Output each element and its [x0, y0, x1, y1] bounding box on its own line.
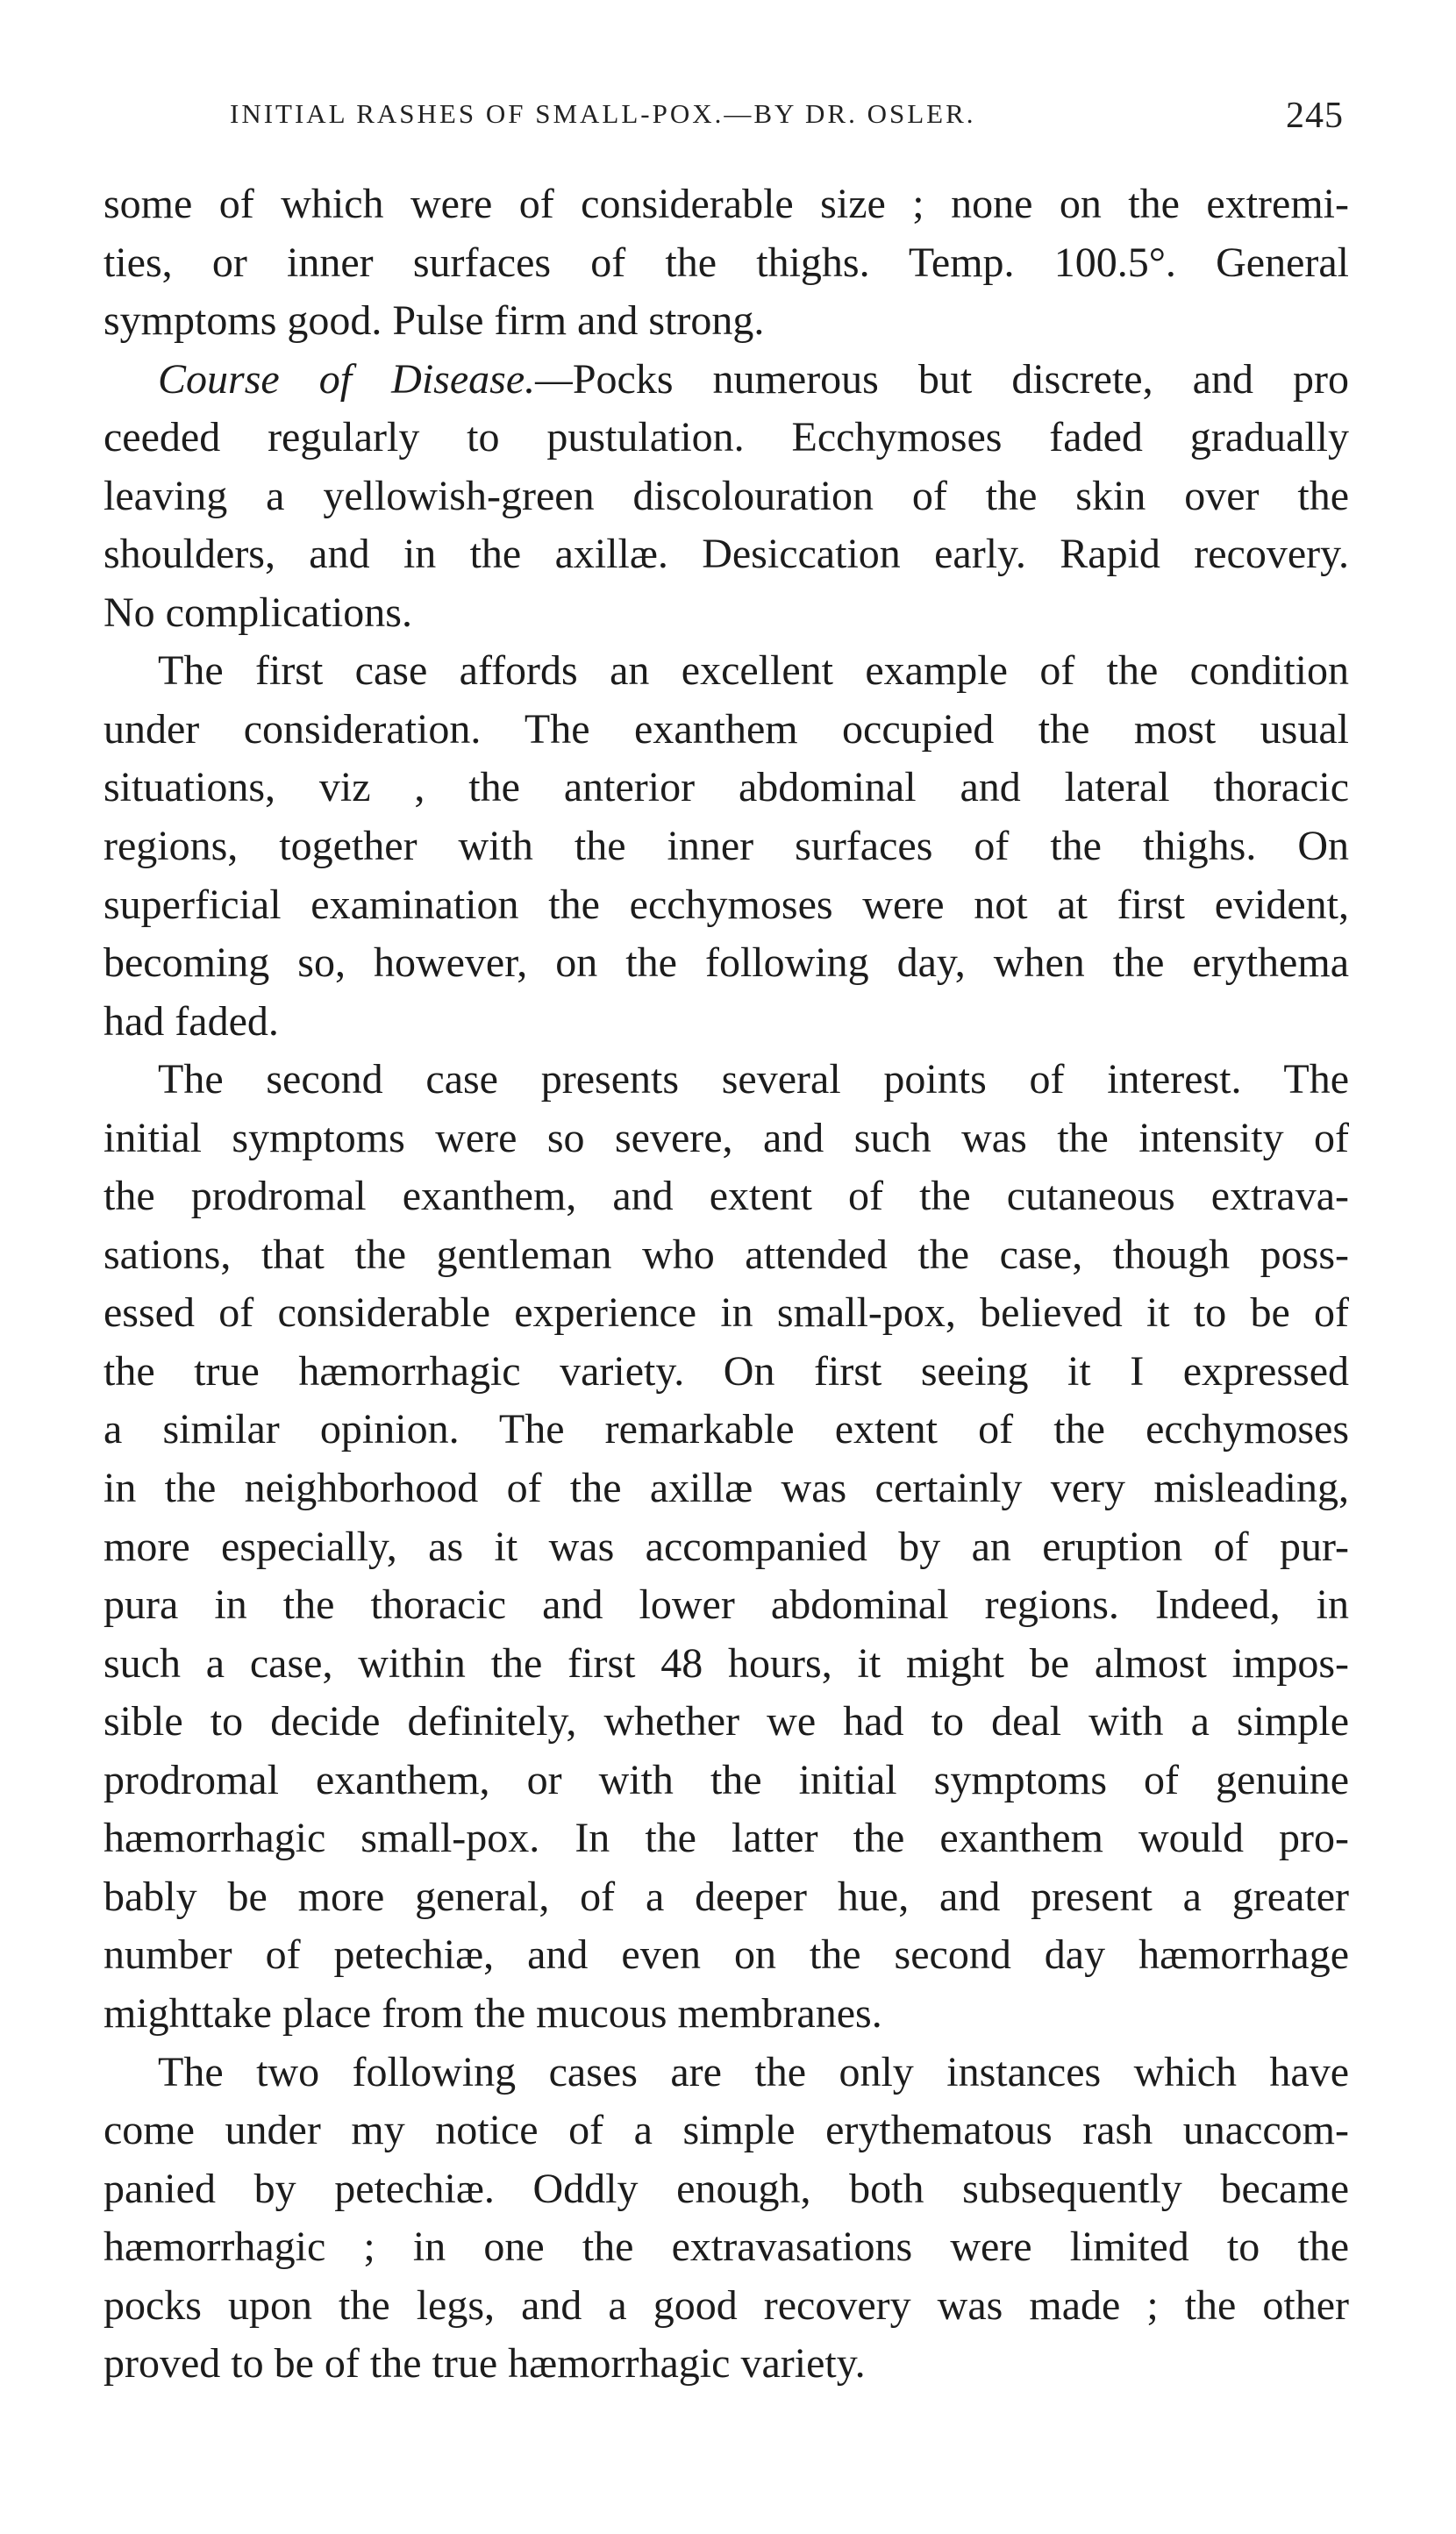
text-line: pocks upon the legs, and a good recovery was made ; the other	[103, 2281, 1349, 2329]
text-line: situations, viz , the anterior abdominal and lateral thoracic	[103, 764, 1349, 811]
page-number: 245	[1286, 96, 1344, 136]
text-line: ties, or inner surfaces of the thighs. Temp. 100.5°. General	[103, 239, 1349, 286]
text-line: the true hæmorrhagic variety. On first seeing it I expressed	[103, 1347, 1349, 1395]
text-line: hæmorrhagic small-pox. In the latter the exanthem would pro-	[103, 1815, 1349, 1862]
text-line: sations, that the gentleman who attended the case, though poss-	[103, 1231, 1349, 1278]
course-of-disease-label: Course of Disease.—	[158, 355, 573, 403]
text-line: superficial examination the ecchymoses were not at first evident,	[103, 881, 1349, 928]
text-line: a similar opinion. The remarkable extent of the ecchymoses	[103, 1406, 1349, 1453]
text-line: regions, together with the inner surfaces of the thighs. On	[103, 823, 1349, 870]
text-line: The first case affords an excellent example of the condition	[158, 647, 1349, 695]
text-line: ceeded regularly to pustulation. Ecchymoses faded gradually	[103, 414, 1349, 461]
text-line: panied by petechiæ. Oddly enough, both subsequently became	[103, 2165, 1349, 2212]
text-line: proved to be of the true hæmorrhagic variety.	[103, 2340, 866, 2388]
text-line: pura in the thoracic and lower abdominal regions. Indeed, in	[103, 1581, 1349, 1629]
text-line: sible to decide definitely, whether we had to deal with a simple	[103, 1698, 1349, 1745]
text-line: some of which were of considerable size ; none on the extremi-	[103, 181, 1349, 227]
text-line: the prodromal exanthem, and extent of the cutaneous extrava-	[103, 1173, 1349, 1220]
running-title: INITIAL RASHES OF SMALL-POX.—BY DR. OSLER.	[230, 98, 976, 129]
text-line: more especially, as it was accompanied by an eruption of pur-	[103, 1523, 1349, 1570]
course-of-disease-text: Pocks numerous but discrete, and pro	[572, 355, 1350, 403]
text-line: come under my notice of a simple erythematous rash unaccom-	[103, 2107, 1349, 2154]
text-line: mighttake place from the mucous membranes.	[103, 1989, 882, 2037]
text-line: leaving a yellowish-green discolouration of the skin over the	[103, 472, 1349, 519]
text-line: symptoms good. Pulse firm and strong.	[103, 297, 765, 345]
text-line: number of petechiæ, and even on the second day hæmorrhage	[103, 1931, 1349, 1979]
text-line: prodromal exanthem, or with the initial symptoms of genuine	[103, 1756, 1349, 1803]
text-line	[103, 351, 1349, 410]
text-line: essed of considerable experience in small-pox, believed it to be of	[103, 1289, 1349, 1337]
text-line: bably be more general, of a deeper hue, and present a greater	[103, 1873, 1349, 1920]
text-line: initial symptoms were so severe, and such was the intensity of	[103, 1114, 1349, 1161]
text-line: such a case, within the first 48 hours, it might be almost impos-	[103, 1639, 1349, 1687]
text-line: becoming so, however, on the following day, when the erythema	[103, 939, 1349, 987]
text-line: hæmorrhagic ; in one the extravasations were limited to the	[103, 2223, 1349, 2271]
running-header	[230, 95, 1344, 139]
text-line: No complications.	[103, 589, 412, 636]
text-line: in the neighborhood of the axillæ was certainly very misleading,	[103, 1465, 1349, 1512]
text-line: shoulders, and in the axillæ. Desiccation early. Rapid recovery.	[103, 531, 1349, 578]
text-line: The two following cases are the only instances which have	[158, 2048, 1349, 2095]
text-line: The second case presents several points of interest. The	[158, 1056, 1349, 1103]
text-line: under consideration. The exanthem occupied the most usual	[103, 705, 1349, 753]
text-line: had faded.	[103, 997, 279, 1045]
body-text	[103, 175, 1349, 2394]
